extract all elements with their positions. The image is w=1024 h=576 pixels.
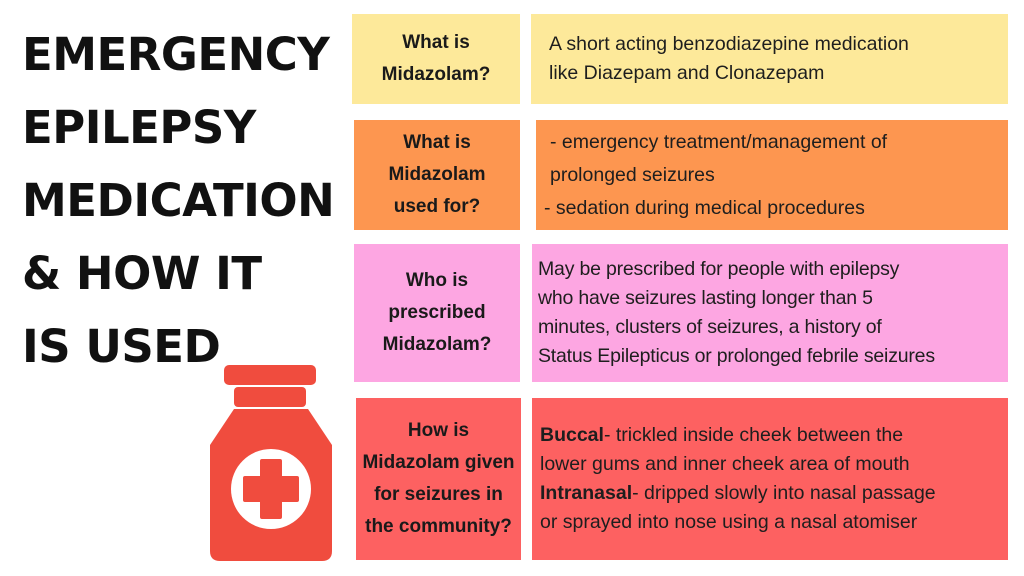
answer-line: [540, 479, 1000, 508]
answer-who-is-prescribed-midazolam: [532, 244, 1008, 382]
answer-what-is-midazolam-used-for: [536, 120, 1008, 230]
intranasal-term: Intranasal: [540, 482, 633, 504]
title-line: EPILEPSY: [22, 101, 256, 154]
question-text: What is Midazolam?: [381, 32, 491, 85]
question-what-is-midazolam-used-for: [354, 120, 520, 230]
answer-line: or sprayed into nose using a nasal atomiser: [540, 511, 918, 533]
answer-line: lower gums and inner cheek area of mouth: [540, 453, 910, 475]
answer-line: A short acting benzodiazepine medication: [549, 33, 909, 55]
title-line: MEDICATION: [22, 174, 335, 227]
intranasal-description: - dripped slowly into nasal passage: [632, 482, 936, 504]
page-title: [22, 18, 342, 383]
question-text: Who is prescribed Midazolam?: [382, 270, 492, 355]
answer-line: - emergency treatment/management of: [550, 130, 888, 153]
answer-line: - sedation during medical procedures: [544, 196, 865, 219]
answer-line: who have seizures lasting longer than 5: [538, 287, 873, 309]
question-how-is-midazolam-given: [356, 398, 521, 560]
answer-line: minutes, clusters of seizures, a history of: [538, 316, 882, 338]
buccal-term: Buccal: [540, 424, 604, 446]
title-line: EMERGENCY: [22, 28, 330, 81]
title-line: IS USED: [22, 320, 221, 373]
answer-how-is-midazolam-given: [532, 398, 1008, 560]
question-text: What is Midazolam used for?: [388, 132, 486, 217]
answer-line: like Diazepam and Clonazepam: [549, 62, 825, 84]
buccal-description: - trickled inside cheek between the: [603, 424, 904, 446]
answer-line: May be prescribed for people with epilepsy: [538, 258, 900, 280]
answer-what-is-midazolam: [531, 14, 1008, 104]
question-who-is-prescribed-midazolam: [354, 244, 520, 382]
medicine-bottle-icon: [206, 365, 336, 561]
answer-line: Status Epilepticus or prolonged febrile seizures: [538, 345, 935, 367]
title-line: & HOW IT: [22, 247, 262, 300]
question-text: How is Midazolam given for seizures in the community?: [362, 420, 515, 537]
question-what-is-midazolam: [352, 14, 520, 104]
answer-line: prolonged seizures: [550, 163, 715, 186]
answer-line: [540, 421, 1000, 450]
